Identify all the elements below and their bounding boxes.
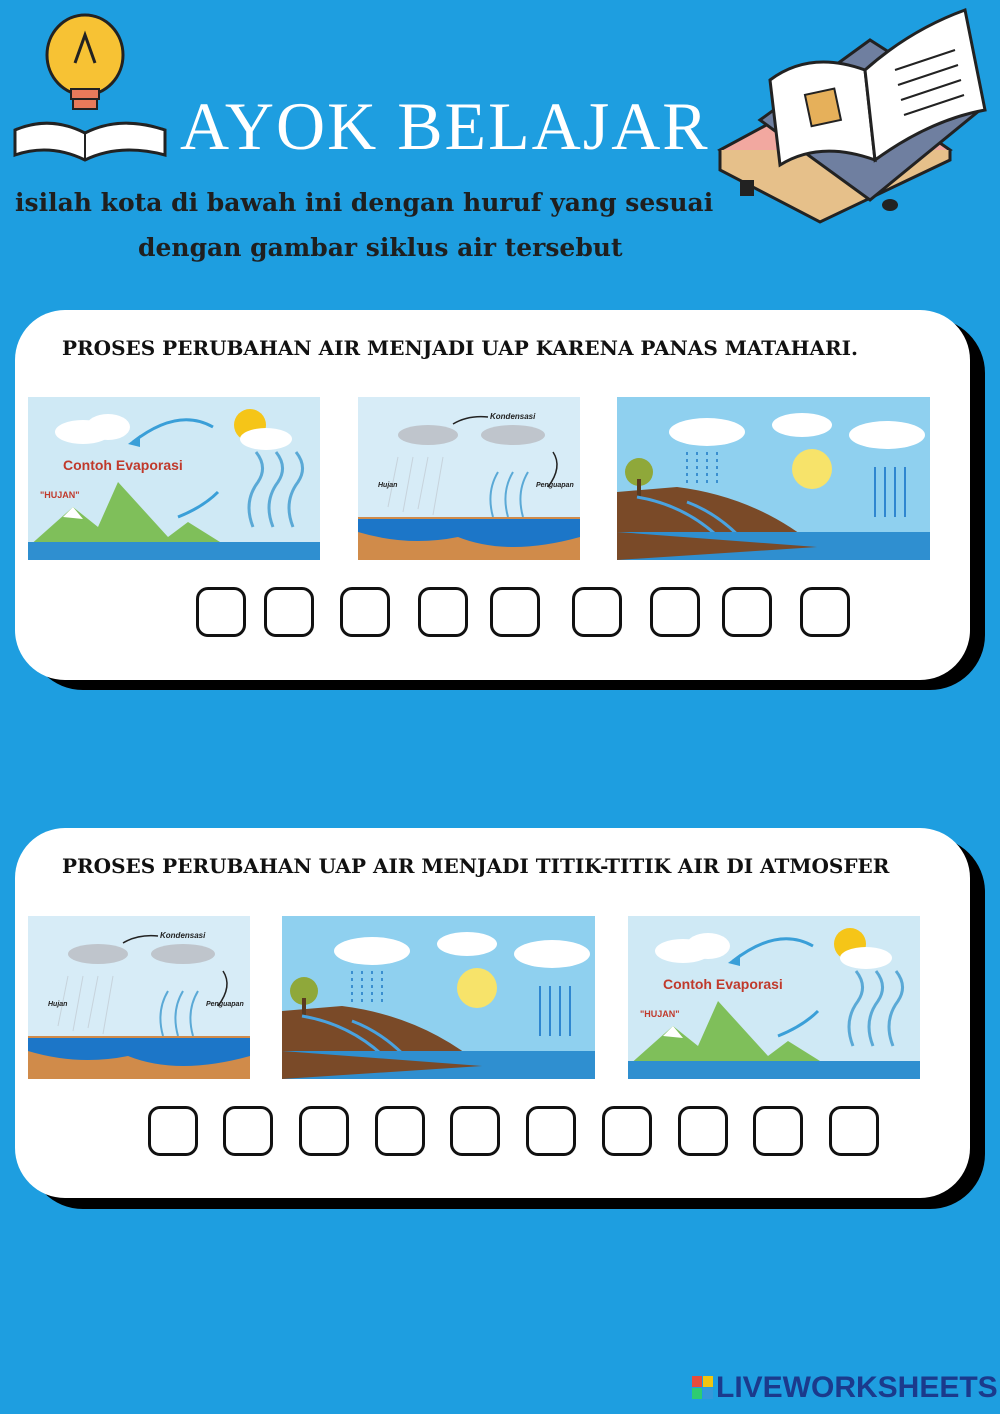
answer-input-1-3[interactable] (343, 590, 387, 634)
condensation-left-label: Hujan (378, 482, 398, 489)
condensation-image-2 (28, 916, 250, 1079)
answer-input-2-6[interactable] (529, 1109, 573, 1153)
answer-box-1-8[interactable] (722, 587, 772, 637)
condensation-right-label-2: Penguapan (206, 1001, 244, 1008)
liveworksheets-logo-icon (692, 1376, 714, 1400)
answer-box-1-3[interactable] (340, 587, 390, 637)
answer-input-1-4[interactable] (421, 590, 465, 634)
answer-box-1-4[interactable] (418, 587, 468, 637)
answer-input-2-9[interactable] (756, 1109, 800, 1153)
answer-box-2-3[interactable] (299, 1106, 349, 1156)
condensation-top-label: Kondensasi (490, 412, 536, 421)
answer-box-2-5[interactable] (450, 1106, 500, 1156)
answer-input-2-1[interactable] (151, 1109, 195, 1153)
condensation-top-label-2: Kondensasi (160, 931, 206, 940)
condensation-image (358, 397, 580, 560)
answer-box-1-1[interactable] (196, 587, 246, 637)
answer-box-1-7[interactable] (650, 587, 700, 637)
answer-box-1-6[interactable] (572, 587, 622, 637)
evaporation-caption-2: Contoh Evaporasi (663, 976, 783, 992)
answer-input-1-2[interactable] (267, 590, 311, 634)
condensation-right-label: Penguapan (536, 482, 574, 489)
answer-input-1-5[interactable] (493, 590, 537, 634)
evaporation-rain-label: "HUJAN" (40, 490, 80, 500)
answer-input-2-8[interactable] (681, 1109, 725, 1153)
lightbulb-book-icon (5, 5, 175, 165)
answer-box-2-8[interactable] (678, 1106, 728, 1156)
evaporation-image (28, 397, 320, 560)
answer-input-1-6[interactable] (575, 590, 619, 634)
answer-box-2-4[interactable] (375, 1106, 425, 1156)
evaporation-caption: Contoh Evaporasi (63, 457, 183, 473)
instruction-line-1: isilah kota di bawah ini dengan huruf yang sesuai (15, 188, 714, 217)
answer-box-2-1[interactable] (148, 1106, 198, 1156)
answer-input-1-7[interactable] (653, 590, 697, 634)
answer-input-1-1[interactable] (199, 590, 243, 634)
answer-input-1-8[interactable] (725, 590, 769, 634)
answer-input-2-5[interactable] (453, 1109, 497, 1153)
answer-input-1-9[interactable] (803, 590, 847, 634)
books-icon (700, 0, 1000, 225)
question-2-prompt: PROSES PERUBAHAN UAP AIR MENJADI TITIK-TITIK AIR DI ATMOSFER (62, 854, 890, 878)
answer-box-2-2[interactable] (223, 1106, 273, 1156)
answer-input-2-2[interactable] (226, 1109, 270, 1153)
answer-box-1-2[interactable] (264, 587, 314, 637)
instruction-line-2: dengan gambar siklus air tersebut (138, 233, 623, 262)
page-title: AYOK BELAJAR (180, 88, 710, 164)
answer-box-2-10[interactable] (829, 1106, 879, 1156)
answer-input-2-3[interactable] (302, 1109, 346, 1153)
answer-input-2-4[interactable] (378, 1109, 422, 1153)
answer-input-2-10[interactable] (832, 1109, 876, 1153)
evaporation-image-2 (628, 916, 920, 1079)
evaporation-rain-label-2: "HUJAN" (640, 1009, 680, 1019)
question-1-prompt: PROSES PERUBAHAN AIR MENJADI UAP KARENA PANAS MATAHARI. (62, 336, 858, 360)
answer-input-2-7[interactable] (605, 1109, 649, 1153)
answer-box-2-9[interactable] (753, 1106, 803, 1156)
water-cycle-image (617, 397, 930, 560)
condensation-left-label-2: Hujan (48, 1001, 68, 1008)
liveworksheets-brand: LIVEWORKSHEETS (716, 1371, 998, 1404)
answer-box-2-6[interactable] (526, 1106, 576, 1156)
answer-box-1-9[interactable] (800, 587, 850, 637)
answer-box-2-7[interactable] (602, 1106, 652, 1156)
answer-box-1-5[interactable] (490, 587, 540, 637)
water-cycle-image-2 (282, 916, 595, 1079)
